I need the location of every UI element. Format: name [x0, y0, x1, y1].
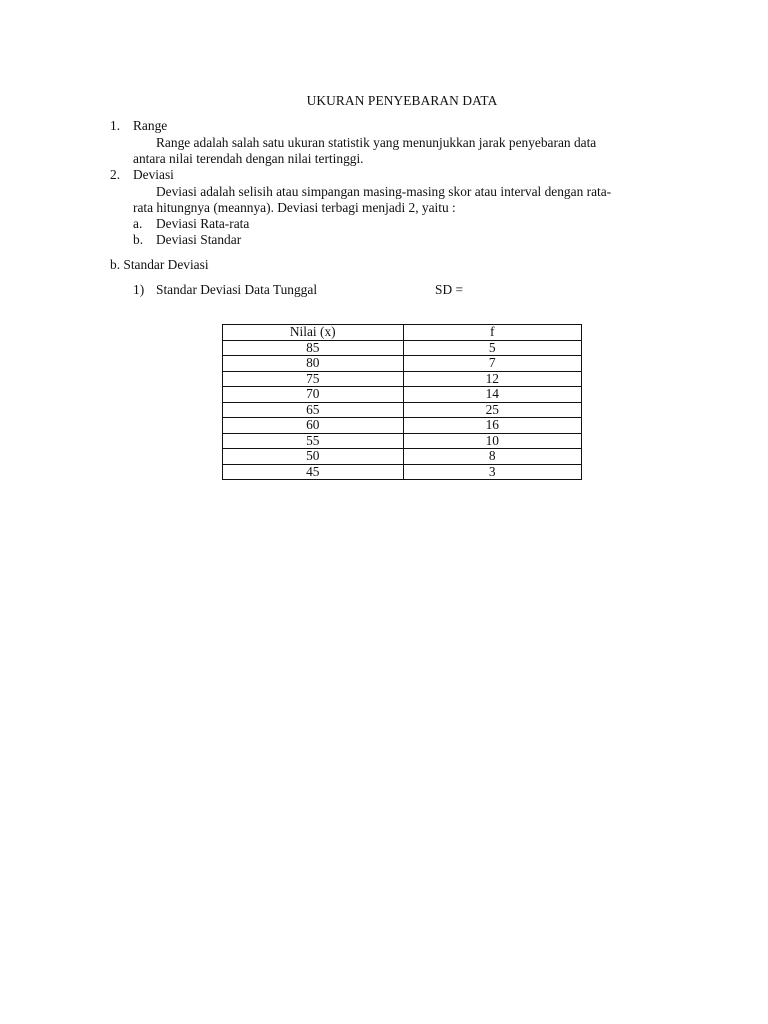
- item-standar-deviasi-data-tunggal: Standar Deviasi Data Tunggal: [156, 282, 318, 297]
- table-row: [223, 356, 582, 372]
- section-heading-deviasi: Deviasi: [133, 167, 174, 182]
- subitem-marker-a: a.: [133, 216, 143, 231]
- cell-f: 5: [403, 340, 581, 356]
- table-row: [223, 433, 582, 449]
- frequency-table: [222, 324, 582, 480]
- cell-nilai: 60: [223, 418, 404, 434]
- table-row: [223, 418, 582, 434]
- header-f: f: [403, 325, 581, 341]
- range-paragraph-line-1: Range adalah salah satu ukuran statistik yang menunjukkan jarak penyebaran data: [156, 135, 597, 150]
- cell-f: 8: [403, 449, 581, 465]
- cell-f: 10: [403, 433, 581, 449]
- table-row: [223, 449, 582, 465]
- cell-f: 7: [403, 356, 581, 372]
- deviasi-paragraph-line-1: Deviasi adalah selisih atau simpangan masing-masing skor atau interval dengan rata-: [156, 184, 612, 199]
- cell-nilai: 45: [223, 464, 404, 480]
- cell-nilai: 50: [223, 449, 404, 465]
- cell-nilai: 70: [223, 387, 404, 403]
- table-row: [223, 387, 582, 403]
- cell-nilai: 65: [223, 402, 404, 418]
- cell-nilai: 55: [223, 433, 404, 449]
- subsection-heading: b. Standar Deviasi: [110, 257, 209, 272]
- header-nilai: Nilai (x): [223, 325, 404, 341]
- range-paragraph-line-2: antara nilai terendah dengan nilai tertinggi.: [133, 151, 364, 166]
- cell-f: 25: [403, 402, 581, 418]
- section-heading-range: Range: [133, 118, 168, 133]
- formula-label: SD =: [435, 282, 464, 297]
- table-row: [223, 371, 582, 387]
- item-marker-1: 1): [133, 282, 145, 297]
- cell-f: 14: [403, 387, 581, 403]
- subitem-deviasi-standar: Deviasi Standar: [156, 232, 242, 247]
- deviasi-paragraph-line-2: rata hitungnya (meannya). Deviasi terbagi menjadi 2, yaitu :: [133, 200, 456, 215]
- cell-f: 12: [403, 371, 581, 387]
- cell-nilai: 85: [223, 340, 404, 356]
- table-row: [223, 464, 582, 480]
- subitem-deviasi-rata-rata: Deviasi Rata-rata: [156, 216, 250, 231]
- section-number-range: 1.: [110, 118, 121, 133]
- table-row: [223, 340, 582, 356]
- table-row: [223, 402, 582, 418]
- document-title: UKURAN PENYEBARAN DATA: [306, 93, 498, 108]
- cell-nilai: 75: [223, 371, 404, 387]
- cell-nilai: 80: [223, 356, 404, 372]
- subitem-marker-b: b.: [133, 232, 144, 247]
- table-header-row: [223, 325, 582, 341]
- cell-f: 16: [403, 418, 581, 434]
- section-number-deviasi: 2.: [110, 167, 121, 182]
- cell-f: 3: [403, 464, 581, 480]
